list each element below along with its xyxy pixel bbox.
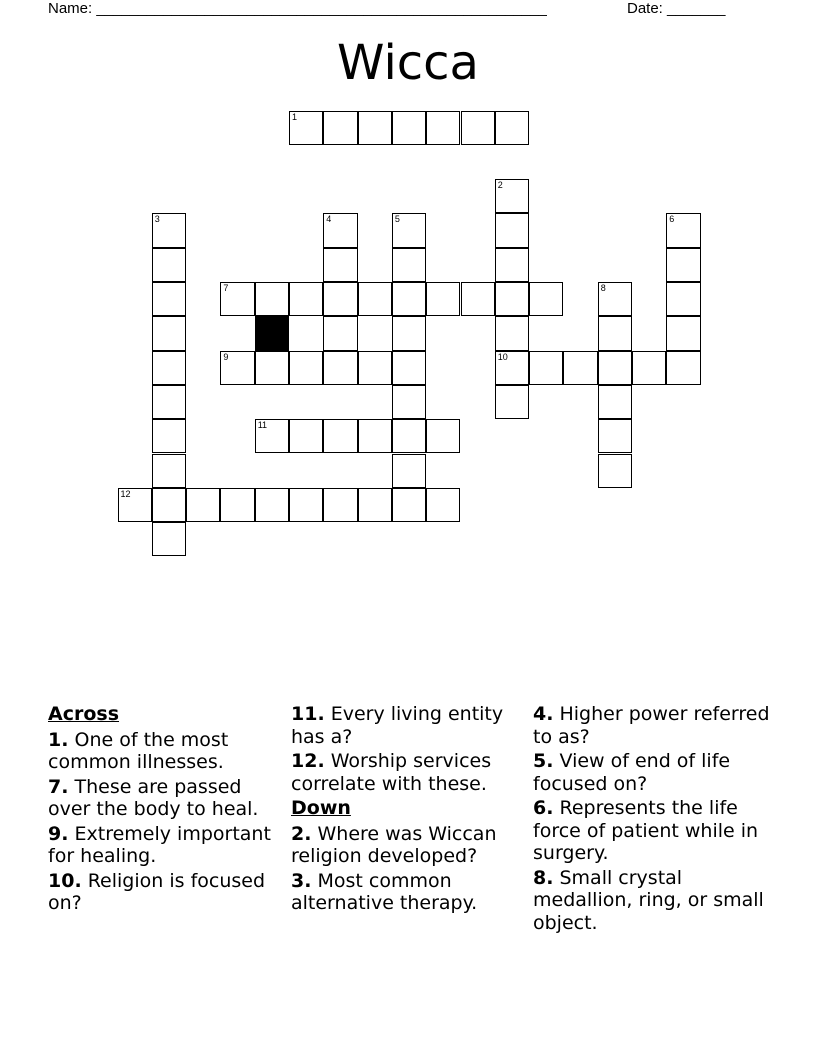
clue-text: These are passed over the body to heal. bbox=[48, 775, 259, 820]
grid-cell[interactable] bbox=[392, 385, 426, 419]
clue-column-1 bbox=[48, 703, 286, 917]
grid-cell[interactable] bbox=[598, 419, 632, 453]
page-title: Wicca bbox=[337, 35, 479, 91]
grid-cell[interactable] bbox=[323, 111, 357, 145]
grid-cell[interactable] bbox=[598, 351, 632, 385]
grid-cell[interactable] bbox=[392, 213, 426, 247]
grid-cell[interactable] bbox=[666, 351, 700, 385]
clue-text: Religion is focused on? bbox=[48, 869, 266, 914]
grid-cell[interactable] bbox=[392, 419, 426, 453]
grid-cell[interactable] bbox=[255, 351, 289, 385]
clue-number-label: 2 bbox=[497, 180, 503, 191]
grid-cell[interactable] bbox=[152, 488, 186, 522]
clue-down-5 bbox=[533, 750, 773, 795]
grid-cell[interactable] bbox=[392, 488, 426, 522]
clue-text: Higher power referred to as? bbox=[533, 703, 770, 748]
grid-cell[interactable] bbox=[152, 419, 186, 453]
grid-cell[interactable] bbox=[495, 282, 529, 316]
grid-cell[interactable] bbox=[323, 213, 357, 247]
grid-cell[interactable] bbox=[598, 282, 632, 316]
clue-number: 2. bbox=[291, 822, 312, 845]
clue-text: One of the most common illnesses. bbox=[48, 728, 229, 773]
down-heading: Down bbox=[291, 797, 351, 819]
grid-cell[interactable] bbox=[323, 488, 357, 522]
clue-number-label: 3 bbox=[154, 214, 160, 225]
clue-down-3 bbox=[291, 870, 527, 915]
clue-across-10 bbox=[48, 870, 286, 915]
grid-cell[interactable] bbox=[152, 282, 186, 316]
clue-text: Extremely important for healing. bbox=[48, 822, 271, 867]
clue-text: Every living entity has a? bbox=[291, 703, 504, 748]
grid-cell[interactable] bbox=[461, 282, 495, 316]
grid-cell[interactable] bbox=[289, 282, 323, 316]
grid-cell[interactable] bbox=[495, 111, 529, 145]
clue-number-label: 1 bbox=[292, 111, 298, 122]
clue-number: 1. bbox=[48, 728, 69, 751]
grid-cell[interactable] bbox=[220, 488, 254, 522]
clue-down-8 bbox=[533, 867, 773, 935]
grid-cell[interactable] bbox=[255, 282, 289, 316]
clue-number-label: 11 bbox=[257, 420, 268, 431]
clue-number: 3. bbox=[291, 869, 312, 892]
grid-cell[interactable] bbox=[426, 282, 460, 316]
grid-cell[interactable] bbox=[495, 179, 529, 213]
grid-cell[interactable] bbox=[563, 351, 597, 385]
clue-number: 11. bbox=[291, 703, 325, 725]
grid-cell[interactable] bbox=[186, 488, 220, 522]
clue-number-label: 4 bbox=[326, 214, 332, 225]
black-square bbox=[255, 316, 289, 350]
clue-down-6 bbox=[533, 797, 773, 865]
grid-cell[interactable] bbox=[666, 213, 700, 247]
grid-cell[interactable] bbox=[529, 351, 563, 385]
grid-cell[interactable] bbox=[495, 351, 529, 385]
grid-cell[interactable] bbox=[392, 351, 426, 385]
grid-cell[interactable] bbox=[392, 248, 426, 282]
grid-cell[interactable] bbox=[666, 248, 700, 282]
grid-cell[interactable] bbox=[495, 213, 529, 247]
clue-down-4 bbox=[533, 703, 773, 748]
grid-cell[interactable] bbox=[358, 419, 392, 453]
grid-cell[interactable] bbox=[495, 316, 529, 350]
clue-text: Where was Wiccan religion developed? bbox=[291, 822, 497, 867]
grid-cell[interactable] bbox=[632, 351, 666, 385]
grid-cell[interactable] bbox=[118, 488, 152, 522]
grid-cell[interactable] bbox=[392, 282, 426, 316]
grid-cell[interactable] bbox=[358, 488, 392, 522]
clue-number-label: 8 bbox=[600, 283, 606, 293]
grid-cell[interactable] bbox=[255, 488, 289, 522]
clue-number: 10. bbox=[48, 869, 82, 892]
grid-cell[interactable] bbox=[152, 385, 186, 419]
grid-cell[interactable] bbox=[666, 316, 700, 350]
grid-cell[interactable] bbox=[289, 111, 323, 145]
grid-cell[interactable] bbox=[426, 419, 460, 453]
clue-text: Most common alternative therapy. bbox=[291, 869, 478, 914]
clue-column-3 bbox=[533, 703, 773, 936]
grid-cell[interactable] bbox=[495, 385, 529, 419]
clue-number-label: 7 bbox=[223, 283, 229, 293]
clue-number: 8. bbox=[533, 866, 554, 889]
grid-cell[interactable] bbox=[289, 488, 323, 522]
clue-across-1 bbox=[48, 729, 286, 774]
grid-cell[interactable] bbox=[598, 316, 632, 350]
grid-cell[interactable] bbox=[323, 248, 357, 282]
clue-text: Small crystal medallion, ring, or small object. bbox=[533, 866, 764, 934]
clue-number-label: 6 bbox=[669, 214, 675, 225]
clue-across-11 bbox=[291, 703, 527, 748]
grid-cell[interactable] bbox=[152, 351, 186, 385]
across-heading: Across bbox=[48, 703, 120, 725]
clue-across-7 bbox=[48, 776, 286, 821]
grid-cell[interactable] bbox=[461, 111, 495, 145]
grid-cell[interactable] bbox=[152, 522, 186, 556]
grid-cell[interactable] bbox=[220, 351, 254, 385]
grid-cell[interactable] bbox=[392, 111, 426, 145]
grid-cell[interactable] bbox=[152, 248, 186, 282]
clue-text: Represents the life force of patient while in surgery. bbox=[533, 797, 759, 864]
clue-number: 5. bbox=[533, 750, 554, 772]
grid-cell[interactable] bbox=[392, 316, 426, 350]
grid-cell[interactable] bbox=[598, 454, 632, 488]
grid-cell[interactable] bbox=[152, 316, 186, 350]
clue-text: View of end of life focused on? bbox=[533, 750, 731, 795]
clue-number-label: 10 bbox=[497, 351, 508, 362]
clue-number: 12. bbox=[291, 750, 325, 772]
grid-cell[interactable] bbox=[152, 213, 186, 247]
grid-cell[interactable] bbox=[152, 454, 186, 488]
grid-cell[interactable] bbox=[495, 248, 529, 282]
clue-text: Worship services correlate with these. bbox=[291, 750, 492, 795]
grid-cell[interactable] bbox=[426, 111, 460, 145]
grid-cell[interactable] bbox=[358, 351, 392, 385]
clue-number: 6. bbox=[533, 797, 554, 819]
grid-cell[interactable] bbox=[598, 385, 632, 419]
grid-cell[interactable] bbox=[220, 282, 254, 316]
grid-cell[interactable] bbox=[289, 419, 323, 453]
grid-cell[interactable] bbox=[666, 282, 700, 316]
clue-across-9 bbox=[48, 823, 286, 868]
grid-cell[interactable] bbox=[426, 488, 460, 522]
grid-cell[interactable] bbox=[358, 111, 392, 145]
grid-cell[interactable] bbox=[289, 351, 323, 385]
clue-across-12 bbox=[291, 750, 527, 795]
name-field: Name: ______________________________________________________ bbox=[48, 0, 547, 17]
clue-number-label: 9 bbox=[223, 351, 229, 362]
grid-cell[interactable] bbox=[323, 282, 357, 316]
grid-cell[interactable] bbox=[323, 419, 357, 453]
grid-cell[interactable] bbox=[358, 282, 392, 316]
clue-number: 9. bbox=[48, 822, 69, 845]
grid-cell[interactable] bbox=[323, 351, 357, 385]
grid-cell[interactable] bbox=[255, 419, 289, 453]
grid-cell[interactable] bbox=[323, 316, 357, 350]
grid-cell[interactable] bbox=[392, 454, 426, 488]
clue-down-2 bbox=[291, 823, 527, 868]
clue-column-2 bbox=[291, 703, 527, 917]
clue-number: 7. bbox=[48, 775, 69, 798]
grid-cell[interactable] bbox=[529, 282, 563, 316]
clue-number-label: 5 bbox=[394, 214, 400, 225]
clue-number-label: 12 bbox=[120, 488, 131, 499]
date-field: Date: _______ bbox=[627, 0, 726, 17]
clue-number: 4. bbox=[533, 703, 554, 725]
